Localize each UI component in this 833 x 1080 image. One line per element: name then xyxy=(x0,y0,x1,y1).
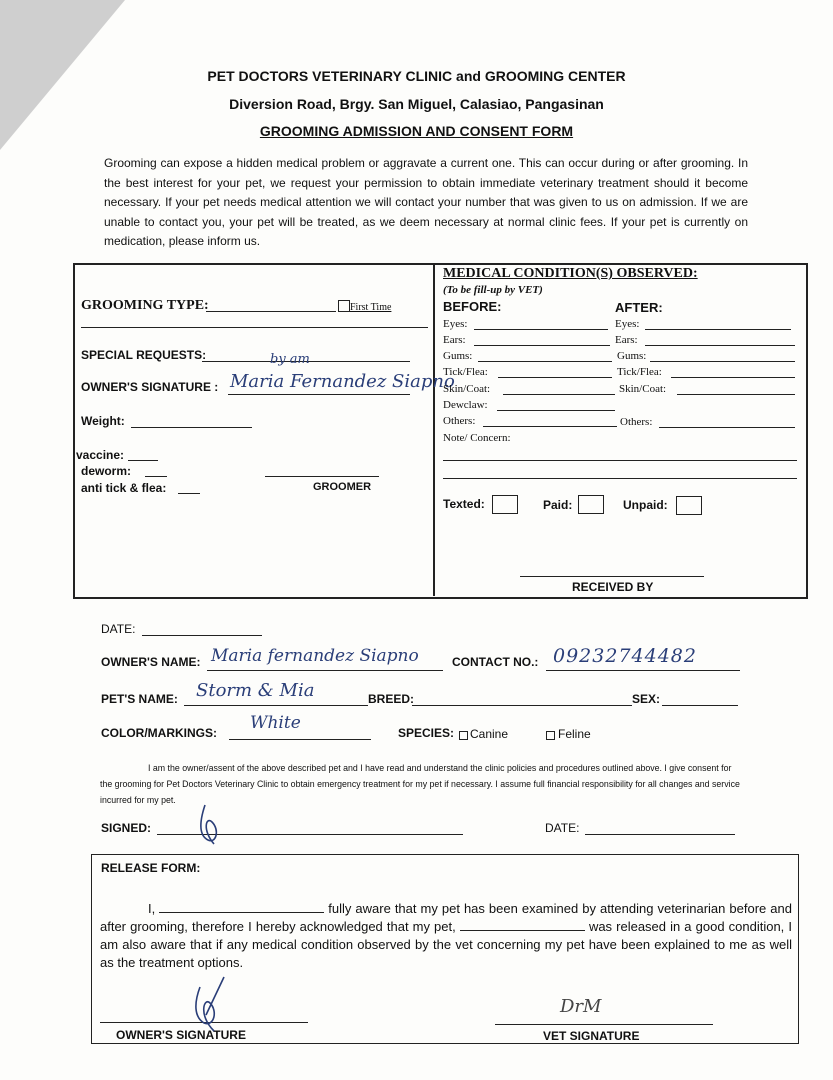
date-label: DATE: xyxy=(101,622,136,636)
after-skincoat-label: Skin/Coat: xyxy=(619,383,667,395)
release-pet-field[interactable] xyxy=(460,930,585,931)
release-i-label: I, xyxy=(148,901,156,916)
owner-name-label: OWNER'S NAME: xyxy=(101,655,201,669)
form-title: GROOMING ADMISSION AND CONSENT FORM xyxy=(259,123,574,139)
before-ears-label: Ears: xyxy=(443,334,466,346)
dewclaw-field[interactable] xyxy=(497,410,615,411)
after-ears-field[interactable] xyxy=(645,345,795,346)
before-tickflea-label: Tick/Flea: xyxy=(443,366,488,378)
signed-signature-mark xyxy=(190,800,240,850)
signed-label: SIGNED: xyxy=(101,821,152,835)
grooming-type-label: GROOMING TYPE: xyxy=(81,298,209,313)
before-tickflea-field[interactable] xyxy=(498,377,612,378)
sex-label: SEX: xyxy=(632,692,661,706)
contact-label: CONTACT NO.: xyxy=(452,655,539,669)
date-field[interactable] xyxy=(142,635,262,636)
before-gums-label: Gums: xyxy=(443,350,473,362)
feline-label: Feline xyxy=(558,727,591,741)
vet-signature-label: VET SIGNATURE xyxy=(543,1029,640,1043)
paid-label: Paid: xyxy=(543,498,573,512)
consent-date-label: DATE: xyxy=(545,821,580,835)
note-line-1[interactable] xyxy=(443,460,797,461)
breed-label: BREED: xyxy=(368,692,415,706)
unpaid-checkbox[interactable] xyxy=(676,496,702,515)
others-after-label: Others: xyxy=(620,416,653,428)
release-text-part-2: was released in a good condition, I am also aware that if any medical condition observed by the vet concerning my pet have been explained to me as well as the treatment options. xyxy=(100,919,792,970)
signature-note: by am xyxy=(270,352,310,367)
pet-name-field[interactable] xyxy=(184,705,368,706)
before-eyes-label: Eyes: xyxy=(443,318,468,330)
first-time-label: First Time xyxy=(350,302,392,313)
canine-label: Canine xyxy=(470,727,509,741)
color-markings-label: COLOR/MARKINGS: xyxy=(101,726,217,740)
weight-field[interactable] xyxy=(131,427,252,428)
after-eyes-label: Eyes: xyxy=(615,318,640,330)
owner-signature-field[interactable] xyxy=(228,394,410,395)
before-eyes-field[interactable] xyxy=(474,329,608,330)
vet-signature-field[interactable] xyxy=(495,1024,713,1025)
after-label: AFTER: xyxy=(615,300,663,315)
color-markings-field[interactable] xyxy=(229,739,371,740)
before-skincoat-label: Skin/Coat: xyxy=(443,383,491,395)
special-requests-label: SPECIAL REQUESTS: xyxy=(81,348,207,362)
pet-name-value: Storm & Mia xyxy=(196,680,315,701)
after-tickflea-label: Tick/Flea: xyxy=(617,366,662,378)
contact-value: 09232744482 xyxy=(553,645,697,667)
first-time-checkbox[interactable] xyxy=(338,300,350,312)
clinic-address: Diversion Road, Brgy. San Miguel, Calasiao, Pangasinan xyxy=(229,96,604,112)
groomer-label: GROOMER xyxy=(313,481,372,493)
release-name-field[interactable] xyxy=(159,912,324,913)
note-line-2[interactable] xyxy=(443,478,797,479)
texted-label: Texted: xyxy=(443,497,485,511)
intro-paragraph: Grooming can expose a hidden medical problem or aggravate a current one. This can occur during or after grooming. In the best interest for your pet, we request your permission to obtain immediate veterinary treatment should it become necessary. If your pet needs medical attention we will contact your number that was given to us on admission. If we are unable to contact you, your pet will be treated, as we deem necessary at normal clinic fees. If your pet is currently on medication, please inform us. xyxy=(104,156,748,248)
grooming-type-line-2[interactable] xyxy=(81,327,428,328)
sex-field[interactable] xyxy=(662,705,738,706)
vaccine-label: vaccine: xyxy=(76,448,125,462)
note-concern-label: Note/ Concern: xyxy=(443,432,511,444)
received-by-field[interactable] xyxy=(520,576,704,577)
deworm-label: deworm: xyxy=(81,464,132,478)
pet-name-label: PET'S NAME: xyxy=(101,692,178,706)
antitick-field[interactable] xyxy=(178,493,200,494)
dewclaw-label: Dewclaw: xyxy=(443,399,488,411)
paid-checkbox[interactable] xyxy=(578,495,604,514)
after-gums-field[interactable] xyxy=(650,361,795,362)
release-owner-signature-label: OWNER'S SIGNATURE xyxy=(116,1028,246,1042)
unpaid-label: Unpaid: xyxy=(623,498,668,512)
others-before-label: Others: xyxy=(443,415,476,427)
owner-name-value: Maria fernandez Siapno xyxy=(211,646,419,666)
others-before-field[interactable] xyxy=(483,426,617,427)
medical-subtitle: (To be fill-up by VET) xyxy=(443,284,543,296)
release-paragraph xyxy=(100,900,792,972)
before-ears-field[interactable] xyxy=(474,345,610,346)
after-eyes-field[interactable] xyxy=(645,329,791,330)
deworm-field[interactable] xyxy=(145,476,167,477)
owner-signature-value: Maria Fernandez Siapno xyxy=(230,371,455,392)
antitick-label: anti tick & flea: xyxy=(81,481,167,495)
consent-text: I am the owner/assent of the above described pet and I have read and understand the clinic policies and procedures outlined above. I give consent for the grooming for Pet Doctors Veterinary Clinic to obtain emergency treatment for my pet if necessary. I assume full financial responsibility for all changes and service incurred for my pet. xyxy=(100,763,740,805)
color-markings-value: White xyxy=(250,713,301,733)
groomer-signature-field[interactable] xyxy=(265,476,379,477)
species-label: SPECIES: xyxy=(398,726,455,740)
consent-date-field[interactable] xyxy=(585,834,735,835)
after-ears-label: Ears: xyxy=(615,334,638,346)
canine-checkbox[interactable] xyxy=(459,731,468,740)
vet-initials: DrM xyxy=(560,996,602,1017)
grooming-type-field[interactable] xyxy=(206,311,336,312)
received-by-label: RECEIVED BY xyxy=(572,580,654,594)
after-tickflea-field[interactable] xyxy=(671,377,795,378)
vaccine-field[interactable] xyxy=(128,460,158,461)
after-gums-label: Gums: xyxy=(617,350,647,362)
breed-field[interactable] xyxy=(412,705,632,706)
feline-checkbox[interactable] xyxy=(546,731,555,740)
before-gums-field[interactable] xyxy=(478,361,612,362)
before-label: BEFORE: xyxy=(443,299,502,314)
release-text-part-1: fully aware that my pet has been examined by attending veterinarian before and after grooming, therefore I hereby acknowledged that my pet, xyxy=(100,901,792,934)
contact-field[interactable] xyxy=(546,670,740,671)
release-title: RELEASE FORM: xyxy=(101,861,201,875)
clinic-name: PET DOCTORS VETERINARY CLINIC and GROOMING CENTER xyxy=(207,68,626,84)
after-skincoat-field[interactable] xyxy=(677,394,795,395)
owner-name-field[interactable] xyxy=(207,670,443,671)
release-owner-signature-mark xyxy=(188,975,238,1035)
owner-signature-label: OWNER'S SIGNATURE : xyxy=(81,380,219,394)
medical-title: MEDICAL CONDITION(S) OBSERVED: xyxy=(443,266,698,281)
texted-checkbox[interactable] xyxy=(492,495,518,514)
others-after-field[interactable] xyxy=(659,427,795,428)
weight-label: Weight: xyxy=(81,414,125,428)
panel-divider xyxy=(433,264,435,596)
before-skincoat-field[interactable] xyxy=(503,394,615,395)
